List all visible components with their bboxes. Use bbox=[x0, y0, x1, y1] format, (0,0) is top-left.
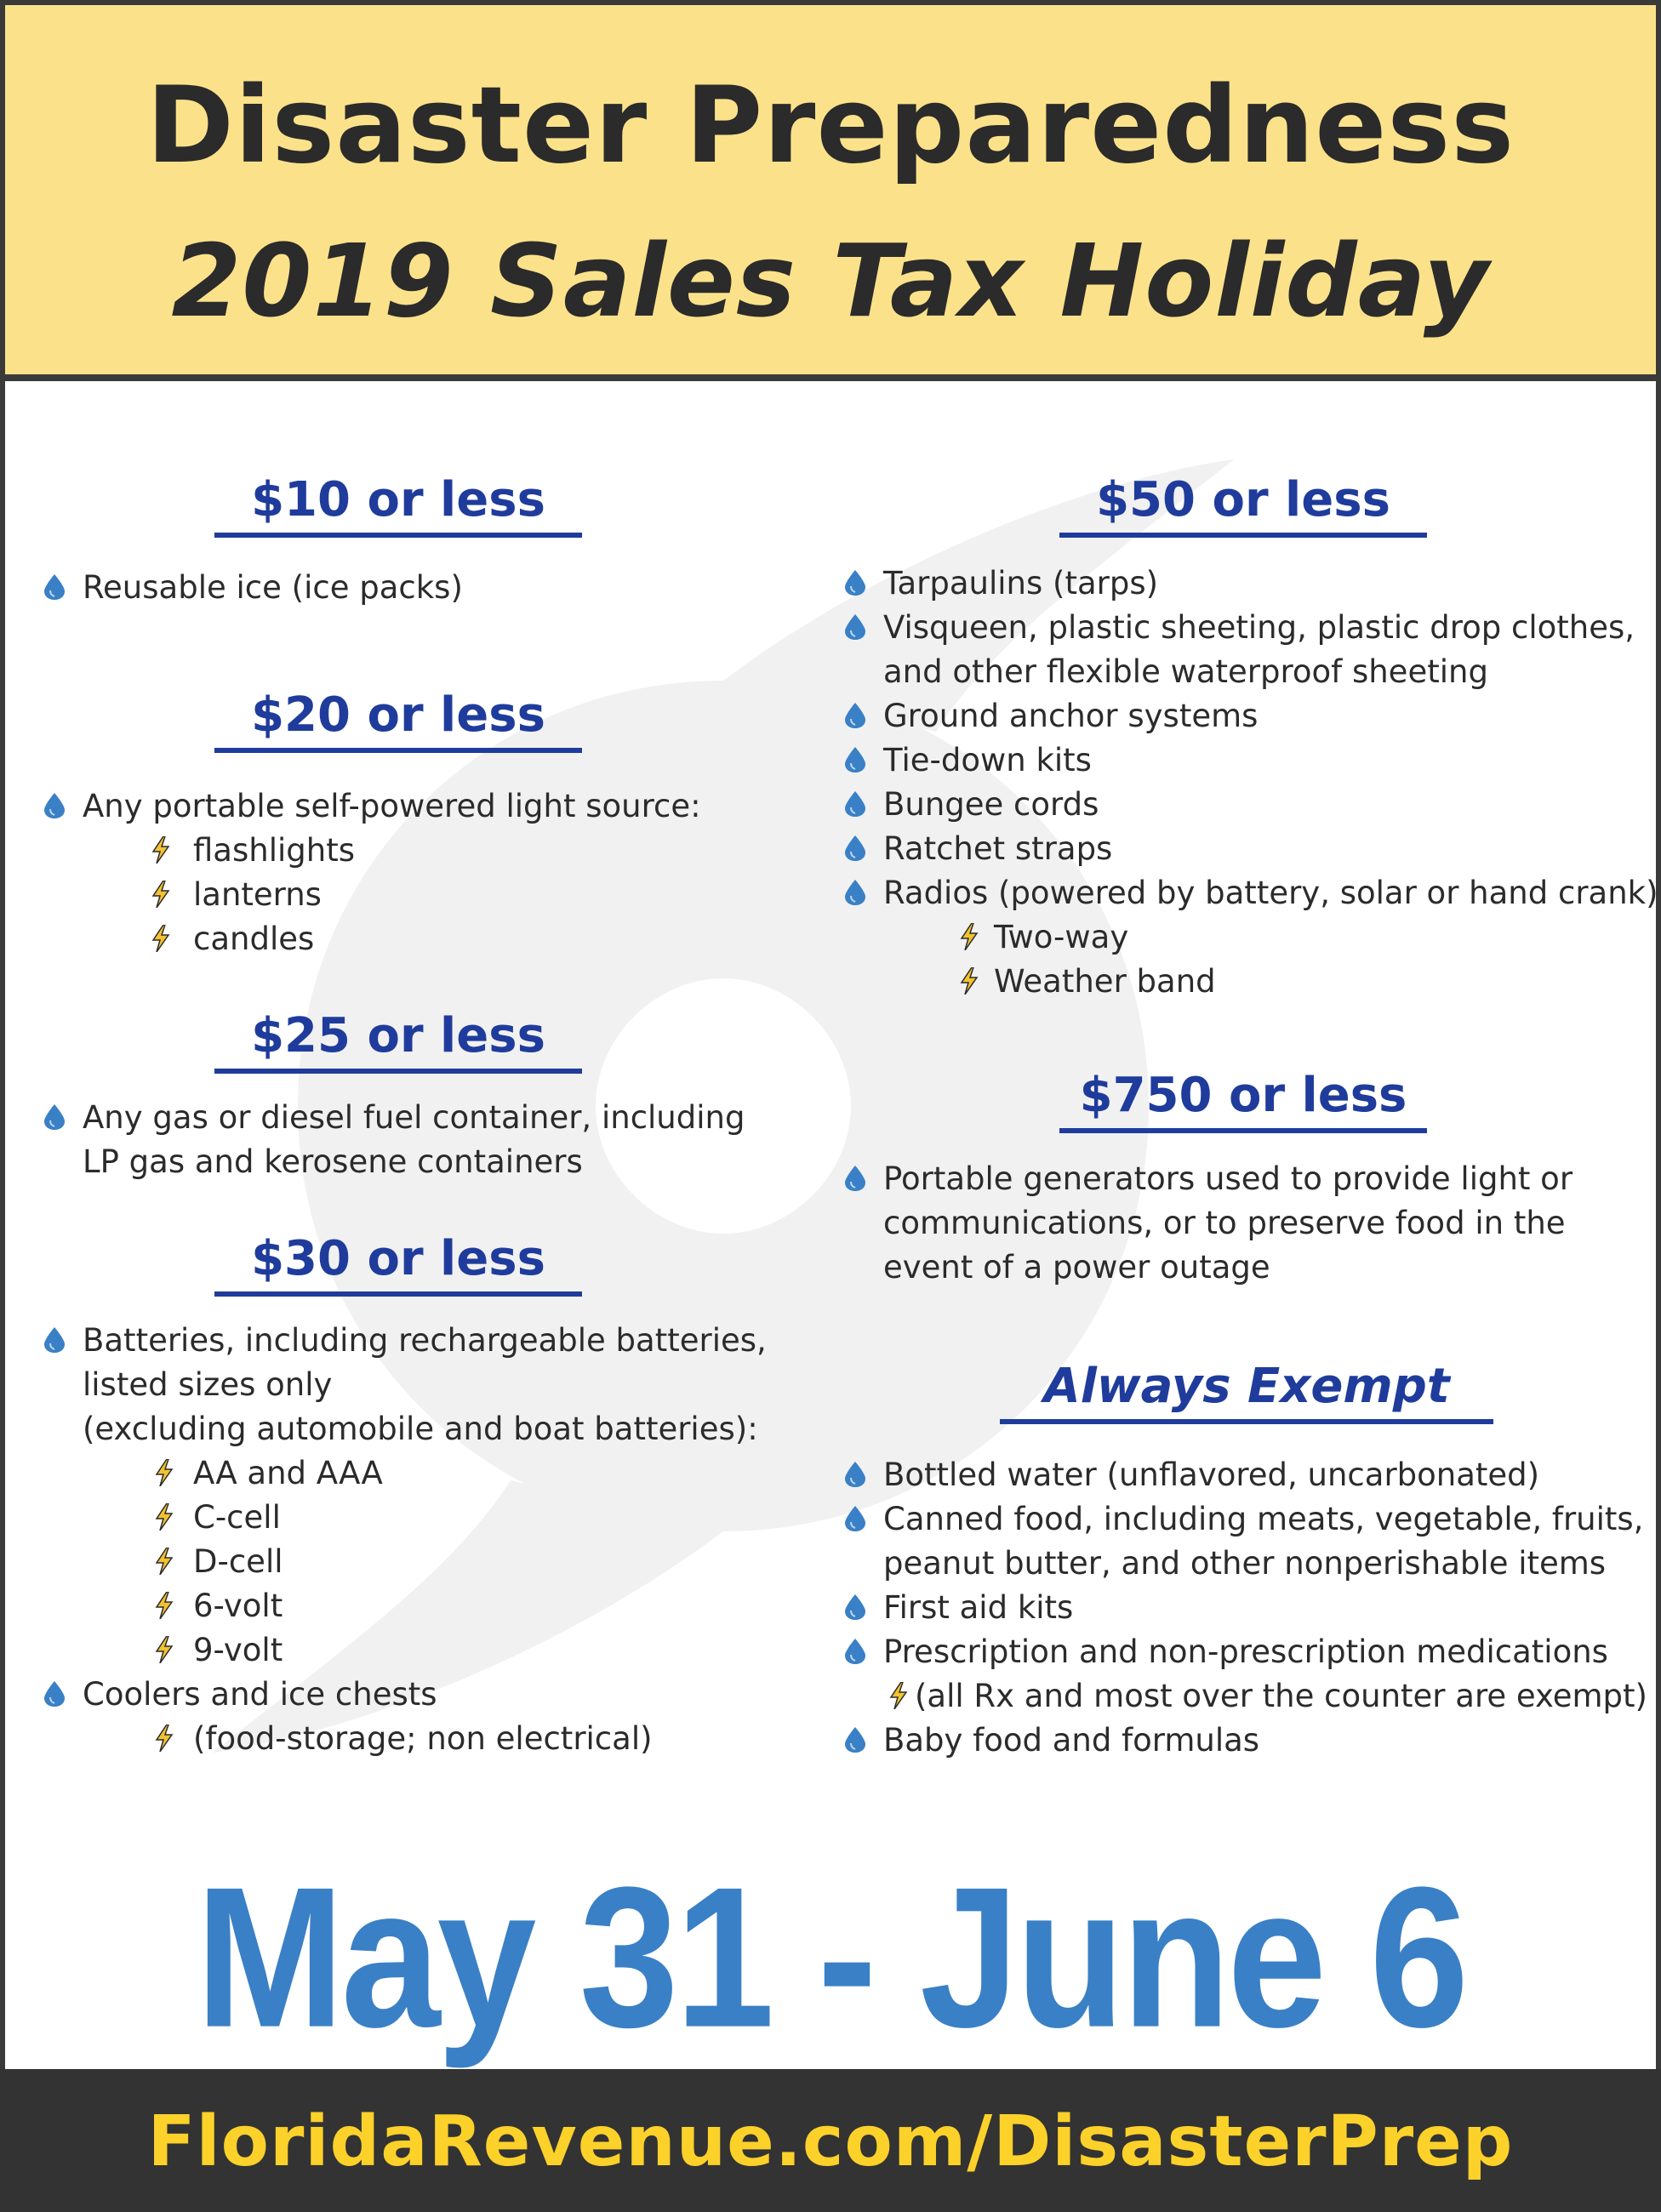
water-drop-icon bbox=[845, 1462, 865, 1487]
water-drop-icon bbox=[44, 574, 65, 600]
sub-item: Weather band bbox=[994, 963, 1216, 1000]
list-item: Visqueen, plastic sheeting, plastic drop clothes, bbox=[883, 609, 1635, 646]
list-item: Tarpaulins (tarps) bbox=[883, 565, 1159, 601]
sub-item: D-cell bbox=[193, 1543, 283, 1580]
lightning-bolt-icon bbox=[155, 1592, 174, 1619]
lightning-bolt-icon bbox=[155, 1725, 174, 1752]
footer-banner bbox=[0, 2069, 1661, 2212]
list-item: Portable generators used to provide light or bbox=[883, 1160, 1573, 1197]
list-item: Radios (powered by battery, solar or hand crank) bbox=[883, 875, 1658, 911]
list-item: Coolers and ice chests bbox=[83, 1676, 437, 1713]
sub-item: (food-storage; non electrical) bbox=[193, 1720, 653, 1757]
heading-30-or-less: $30 or less bbox=[214, 1231, 582, 1297]
water-drop-icon bbox=[845, 880, 865, 905]
lightning-bolt-icon bbox=[151, 836, 170, 864]
list-item: Any portable self-powered light source: bbox=[83, 788, 701, 824]
sub-item: 6-volt bbox=[193, 1588, 283, 1624]
water-drop-icon bbox=[845, 1727, 865, 1753]
water-drop-icon bbox=[845, 835, 865, 861]
list-item: Reusable ice (ice packs) bbox=[83, 569, 463, 606]
sub-item: lanterns bbox=[193, 876, 322, 913]
list-item-continued: LP gas and kerosene containers bbox=[83, 1143, 583, 1180]
sub-item: AA and AAA bbox=[193, 1455, 383, 1491]
list-item: Any gas or diesel fuel container, including bbox=[83, 1099, 745, 1136]
lightning-bolt-icon bbox=[960, 967, 979, 995]
list-item-continued: (excluding automobile and boat batteries): bbox=[83, 1411, 758, 1447]
water-drop-icon bbox=[845, 791, 865, 817]
heading-20-or-less: $20 or less bbox=[214, 687, 582, 753]
sub-item: C-cell bbox=[193, 1499, 281, 1536]
sub-item: candles bbox=[193, 921, 315, 957]
holiday-dates: May 31 - June 6 bbox=[195, 1844, 1466, 2070]
list-item: Bottled water (unflavored, uncarbonated) bbox=[883, 1457, 1540, 1493]
water-drop-icon bbox=[44, 793, 65, 818]
water-drop-icon bbox=[845, 614, 865, 640]
lightning-bolt-icon bbox=[960, 923, 979, 950]
water-drop-icon bbox=[845, 1639, 865, 1664]
list-item: First aid kits bbox=[883, 1589, 1074, 1626]
list-item-continued: and other flexible waterproof sheeting bbox=[883, 653, 1488, 690]
sub-item: Two-way bbox=[994, 919, 1129, 955]
water-drop-icon bbox=[44, 1104, 65, 1130]
water-drop-icon bbox=[845, 1506, 865, 1531]
list-item: Batteries, including rechargeable batteries, bbox=[83, 1322, 767, 1359]
lightning-bolt-icon bbox=[155, 1636, 174, 1663]
water-drop-icon bbox=[44, 1327, 65, 1353]
lightning-bolt-icon bbox=[155, 1459, 174, 1486]
heading-50-or-less: $50 or less bbox=[1059, 472, 1427, 538]
list-item: Ratchet straps bbox=[883, 830, 1113, 867]
lightning-bolt-icon bbox=[155, 1548, 174, 1575]
heading-750-or-less: $750 or less bbox=[1059, 1068, 1427, 1133]
water-drop-icon bbox=[845, 1166, 865, 1191]
water-drop-icon bbox=[845, 570, 865, 596]
list-item-continued: peanut butter, and other nonperishable items bbox=[883, 1545, 1607, 1582]
title-line-1: Disaster Preparedness bbox=[146, 65, 1515, 187]
list-item-continued: communications, or to preserve food in the bbox=[883, 1205, 1566, 1241]
lightning-bolt-icon bbox=[151, 881, 170, 908]
list-item: Bungee cords bbox=[883, 786, 1099, 823]
list-item: Prescription and non-prescription medications bbox=[883, 1633, 1608, 1670]
list-item: Canned food, including meats, vegetable, fruits, bbox=[883, 1501, 1644, 1537]
header-banner bbox=[0, 0, 1661, 381]
water-drop-icon bbox=[845, 703, 865, 728]
sub-item: (all Rx and most over the counter are exempt) bbox=[915, 1678, 1647, 1714]
list-item-continued: event of a power outage bbox=[883, 1249, 1270, 1286]
sub-item: flashlights bbox=[193, 832, 355, 869]
heading-always-exempt: Always Exempt bbox=[1000, 1359, 1493, 1424]
heading-25-or-less: $25 or less bbox=[214, 1008, 582, 1074]
water-drop-icon bbox=[845, 1594, 865, 1620]
lightning-bolt-icon bbox=[151, 925, 170, 952]
list-item-continued: listed sizes only bbox=[83, 1366, 333, 1403]
water-drop-icon bbox=[44, 1681, 65, 1707]
heading-10-or-less: $10 or less bbox=[214, 472, 582, 538]
list-item: Baby food and formulas bbox=[883, 1722, 1260, 1759]
water-drop-icon bbox=[845, 747, 865, 772]
lightning-bolt-icon bbox=[889, 1682, 908, 1709]
list-item: Tie-down kits bbox=[883, 742, 1092, 778]
lightning-bolt-icon bbox=[155, 1503, 174, 1531]
website-link[interactable]: FloridaRevenue.com/DisasterPrep bbox=[147, 2101, 1514, 2182]
list-item: Ground anchor systems bbox=[883, 698, 1259, 734]
sub-item: 9-volt bbox=[193, 1632, 283, 1668]
title-line-2: 2019 Sales Tax Holiday bbox=[171, 222, 1490, 339]
